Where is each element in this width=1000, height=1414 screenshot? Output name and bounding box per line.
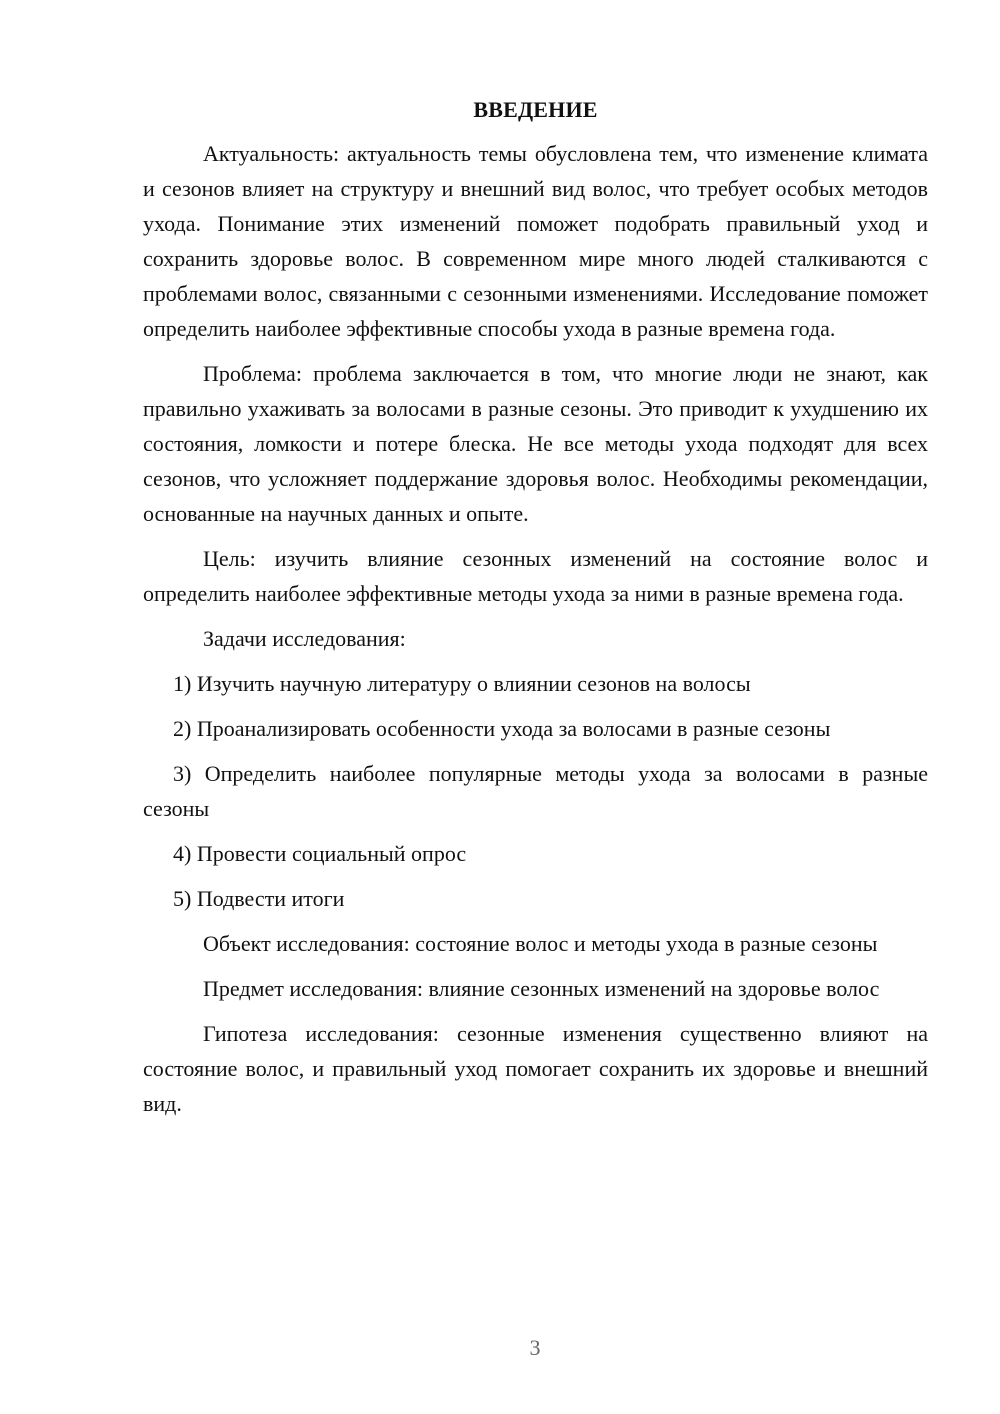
tasks-heading: Задачи исследования:	[203, 626, 406, 651]
section-heading: ВВЕДЕНИЕ	[473, 97, 598, 122]
task-item: 1) Изучить научную литературу о влиянии сезонов на волосы	[173, 671, 751, 696]
task-item: 2) Проанализировать особенности ухода за волосами в разные сезоны	[173, 716, 831, 741]
goal-paragraph: Цель: изучить влияние сезонных изменений на состояние волос и определить наиболее эффективные методы ухода за ними в разные времена года.	[143, 546, 928, 606]
task-item: 3) Определить наиболее популярные методы ухода за волосами в разные сезоны	[143, 761, 928, 821]
problem-paragraph: Проблема: проблема заключается в том, что многие люди не знают, как правильно ухаживать за волосами в разные сезоны. Это приводит к ухудшению их состояния, ломкости и потере блеска. Не все методы ухода подходят для всех сезонов, что усложняет поддержание здоровья волос. Необходимы рекомендации, основанные на научных данных и опыте.	[143, 361, 928, 526]
task-item: 5) Подвести итоги	[173, 886, 345, 911]
object-paragraph: Объект исследования: состояние волос и методы ухода в разные сезоны	[203, 931, 878, 956]
task-item: 4) Провести социальный опрос	[173, 841, 467, 866]
page-content	[143, 92, 928, 1131]
hypothesis-paragraph: Гипотеза исследования: сезонные изменения существенно влияют на состояние волос, и правильный уход помогает сохранить их здоровье и внешний вид.	[143, 1021, 928, 1116]
relevance-paragraph: Актуальность: актуальность темы обусловлена тем, что изменение климата и сезонов влияет на структуру и внешний вид волос, что требует особых методов ухода. Понимание этих изменений поможет подобрать правильный уход и сохранить здоровье волос. В современном мире много людей сталкиваются с проблемами волос, связанными с сезонными изменениями. Исследование поможет определить наиболее эффективные способы ухода в разные времена года.	[143, 141, 928, 341]
page-number: 3	[529, 1335, 541, 1360]
subject-paragraph: Предмет исследования: влияние сезонных изменений на здоровье волос	[203, 976, 880, 1001]
